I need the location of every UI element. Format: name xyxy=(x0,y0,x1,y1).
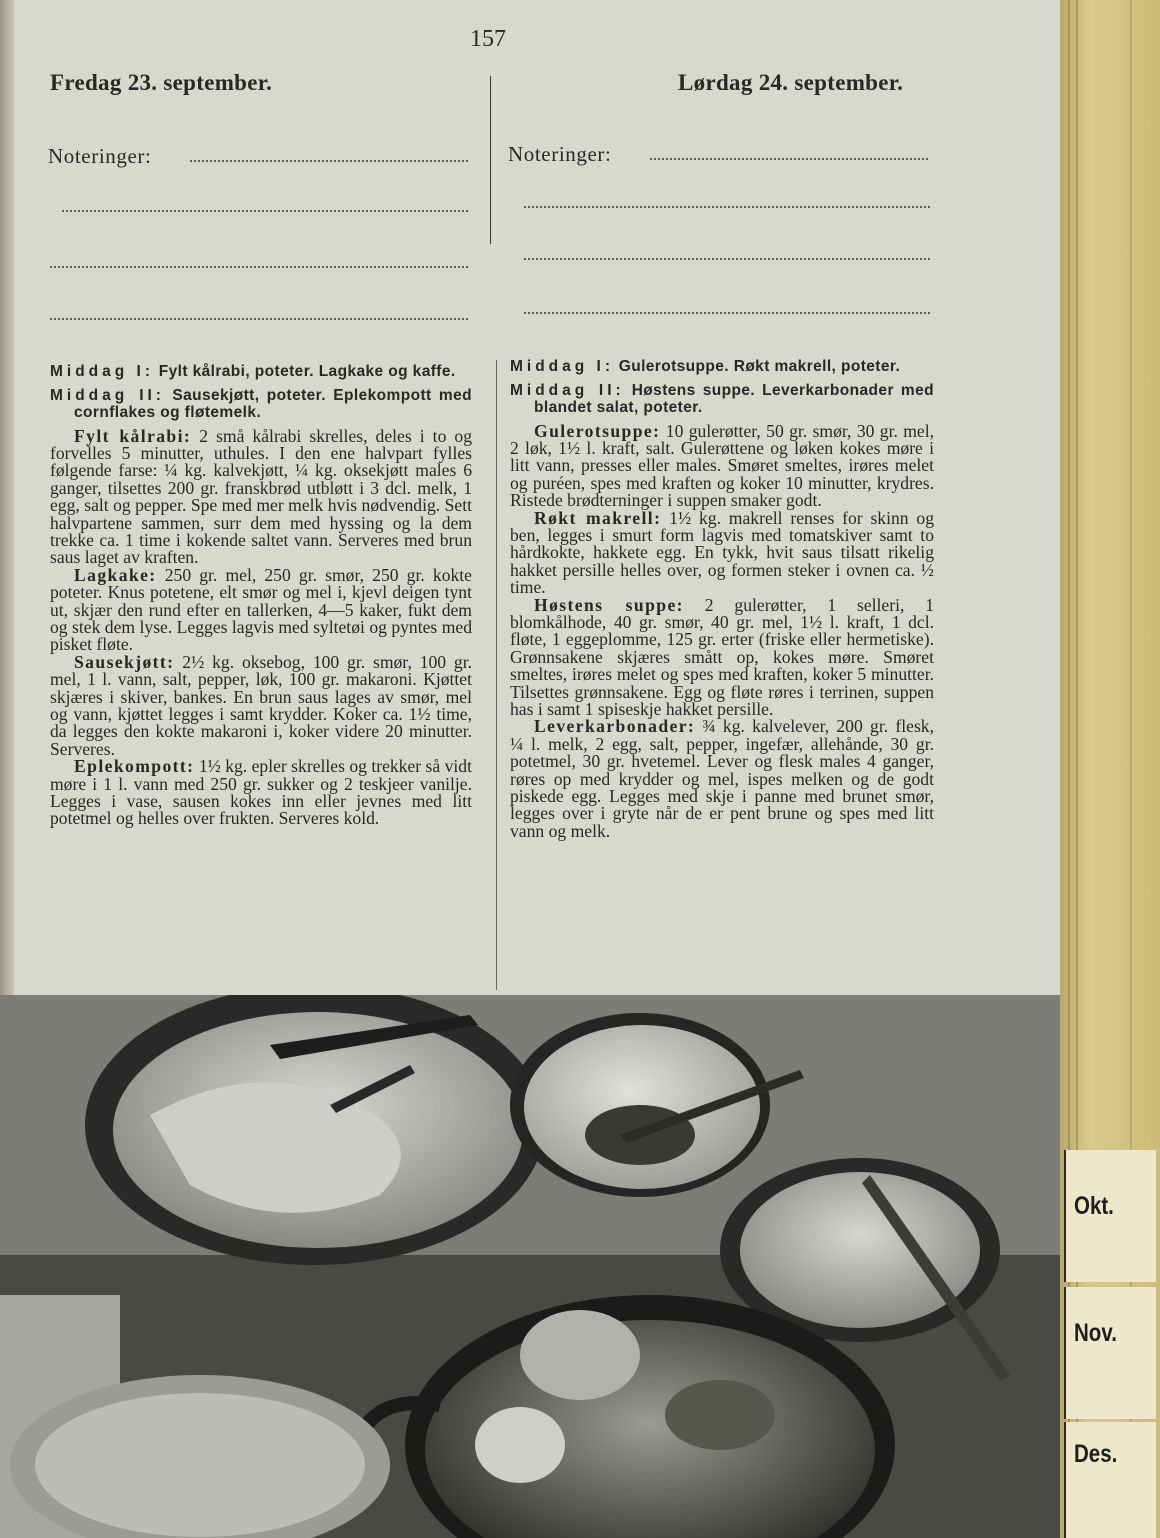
food-photo xyxy=(0,995,1060,1538)
left-column-text xyxy=(50,363,472,828)
recipe-text: 2 små kålrabi skrelles, deles i to og forvelles 5 minutter, uthules. I den ene halvpart fylles følgende farse: ¼ kg. kalvekjøtt, ¼ kg. oksekjøtt males 6 ganger, tilsettes 200 gr. franskbrød utbløtt i 3 dcl. melk, 1 egg, salt og pepper. Spe med mer melk hvis nødvendig. Sett halvpartene sammen, surr dem med hyssing og la dem trekke ca. 1 time i kokende saltet vann. Serveres med brun saus laget av kraften. xyxy=(50,425,473,568)
notes-line[interactable] xyxy=(190,160,468,162)
tab-okt[interactable] xyxy=(1064,1150,1156,1282)
recipe-title: Leverkarbonader: xyxy=(534,716,696,737)
recipe-paragraph xyxy=(50,758,472,828)
recipe-title: Eplekompott: xyxy=(74,756,195,777)
recipe-paragraph xyxy=(510,718,934,840)
notes-label-right: Noteringer: xyxy=(508,142,612,166)
recipe-paragraph xyxy=(510,594,934,719)
middag-menu: Gulerotsuppe. Røkt makrell, poteter. xyxy=(618,358,901,375)
middag-2 xyxy=(50,387,472,422)
recipe-text: 250 gr. mel, 250 gr. smør, 250 gr. kokte poteter. Knus potetene, elt smør og mel i, kjevl deigen tynt ut, skjær den rund efter en tallerken, 4—5 kaker, fukt dem og stek dem lyse. Legges lagvis med syltetøi og pyntes med pisket fløte. xyxy=(50,564,472,655)
day-heading-left: Fredag 23. september. xyxy=(50,70,273,95)
recipe-paragraph xyxy=(50,564,472,655)
tab-label: Des. xyxy=(1074,1440,1118,1468)
recipe-paragraph xyxy=(510,420,935,511)
recipe-text: ¾ kg. kalvelever, 200 gr. flesk, ¼ l. melk, 2 egg, salt, pepper, ingefær, allehånde, 30 gr. potetmel, 30 gr. hvetemel. Lever og flesk males 4 ganger, røres op med krydder og mel, ispes melken og de godt piskede egg. Legges med skje i panne med brunet smør, legges over i gryte når de er pent brune og spes med litt vann og melk. xyxy=(510,716,934,841)
food-photo-illustration xyxy=(0,995,1060,1538)
recipe-text: 1½ kg. epler skrelles og trekker så vidt møre i 1 l. vann med 250 gr. sukker og 2 teskjeer vanilje. Legges i vase, sausen kokes inn eller jevnes med litt potetmel og helles over frukten. Serveres kold. xyxy=(50,756,472,829)
middag-1 xyxy=(50,363,472,381)
recipe-text: 1½ kg. makrell renses for skinn og ben, legges i smurt form lagvis med tomatskiver samt to hårdkokte, hakkete egg. En tykk, hvit saus tilsatt rikelig hakket persille helles over, og formen steker i ovnen ca. ½ time. xyxy=(510,507,935,598)
middag-label: Middag I: xyxy=(50,363,155,380)
notes-line[interactable] xyxy=(50,266,468,268)
notes-line[interactable] xyxy=(50,318,468,320)
right-column-text xyxy=(510,358,934,840)
page-number: 157 xyxy=(470,26,506,52)
day-heading-right: Lørdag 24. september. xyxy=(678,70,904,95)
notes-line[interactable] xyxy=(650,158,928,160)
recipe-text: 2½ kg. oksebog, 100 gr. smør, 100 gr. mel, 1 l. vann, salt, pepper, løk, 100 gr. makaroni. Kjøttet skjæres i skiver, bankes. En brun saus lages av smør, mel og vann, kjøttet legges i samt krydder. Koker ca. 1½ time, da legges den kokte makaroni i, koker videre 20 minutter. Serveres. xyxy=(50,651,472,759)
middag-menu: Fylt kålrabi, poteter. Lagkake og kaffe. xyxy=(158,363,456,380)
column-divider xyxy=(490,76,491,244)
recipe-title: Røkt makrell: xyxy=(534,507,662,528)
middag-label: Middag II: xyxy=(510,381,625,399)
notes-line[interactable] xyxy=(524,312,930,314)
recipe-title: Lagkake: xyxy=(74,564,157,585)
recipe-paragraph xyxy=(510,507,935,598)
middag-label: Middag II: xyxy=(50,386,165,404)
middag-2 xyxy=(510,382,934,417)
recipe-title: Høstens suppe: xyxy=(534,594,684,615)
middag-menu: Høstens suppe. Leverkarbonader med blandet salat, poteter. xyxy=(534,381,934,416)
tab-label: Okt. xyxy=(1074,1192,1114,1220)
recipe-text: 2 gulerøtter, 1 selleri, 1 blomkålhode, 40 gr. smør, 40 gr. mel, 1½ l. kraft, 1 dcl. fløte, 1 eggeplomme, 125 gr. erter (friske eller hermetiske). Grønnsakene skjæres smått op, kokes møre. Smøret smeltes, irøres melet og spes med kraften, koker 5 minutter. Tilsettes grønnsakene. Egg og fløte røres i terrinen, suppen has i samt 1 spiseskje hakket persille. xyxy=(510,594,934,719)
middag-label: Middag I: xyxy=(510,358,615,375)
recipe-paragraph xyxy=(50,425,473,568)
middag-menu: Sausekjøtt, poteter. Eplekompott med cornflakes og fløtemelk. xyxy=(74,386,472,421)
recipe-paragraph xyxy=(50,651,472,759)
notes-line[interactable] xyxy=(524,258,930,260)
notes-label-left: Noteringer: xyxy=(48,144,152,168)
recipe-title: Gulerotsuppe: xyxy=(534,420,661,441)
notes-line[interactable] xyxy=(62,210,468,212)
tab-nov[interactable] xyxy=(1064,1287,1156,1419)
recipe-title: Sausekjøtt: xyxy=(74,651,175,672)
recipe-text: 10 gulerøtter, 50 gr. smør, 30 gr. mel, 2 løk, 1½ l. kraft, salt. Gulerøttene og løken kokes møre i litt vann, presses eller males. Smøret smeltes, irøres melet og puréen, spes med kraften og koker 10 minutter, krydres. Ristede brødterninger i suppen smaker godt. xyxy=(510,420,935,511)
recipe-title: Fylt kålrabi: xyxy=(74,425,192,446)
tab-des[interactable] xyxy=(1064,1422,1156,1538)
tab-label: Nov. xyxy=(1074,1319,1117,1347)
column-divider xyxy=(496,360,497,990)
notes-line[interactable] xyxy=(524,206,930,208)
middag-1 xyxy=(510,358,934,376)
